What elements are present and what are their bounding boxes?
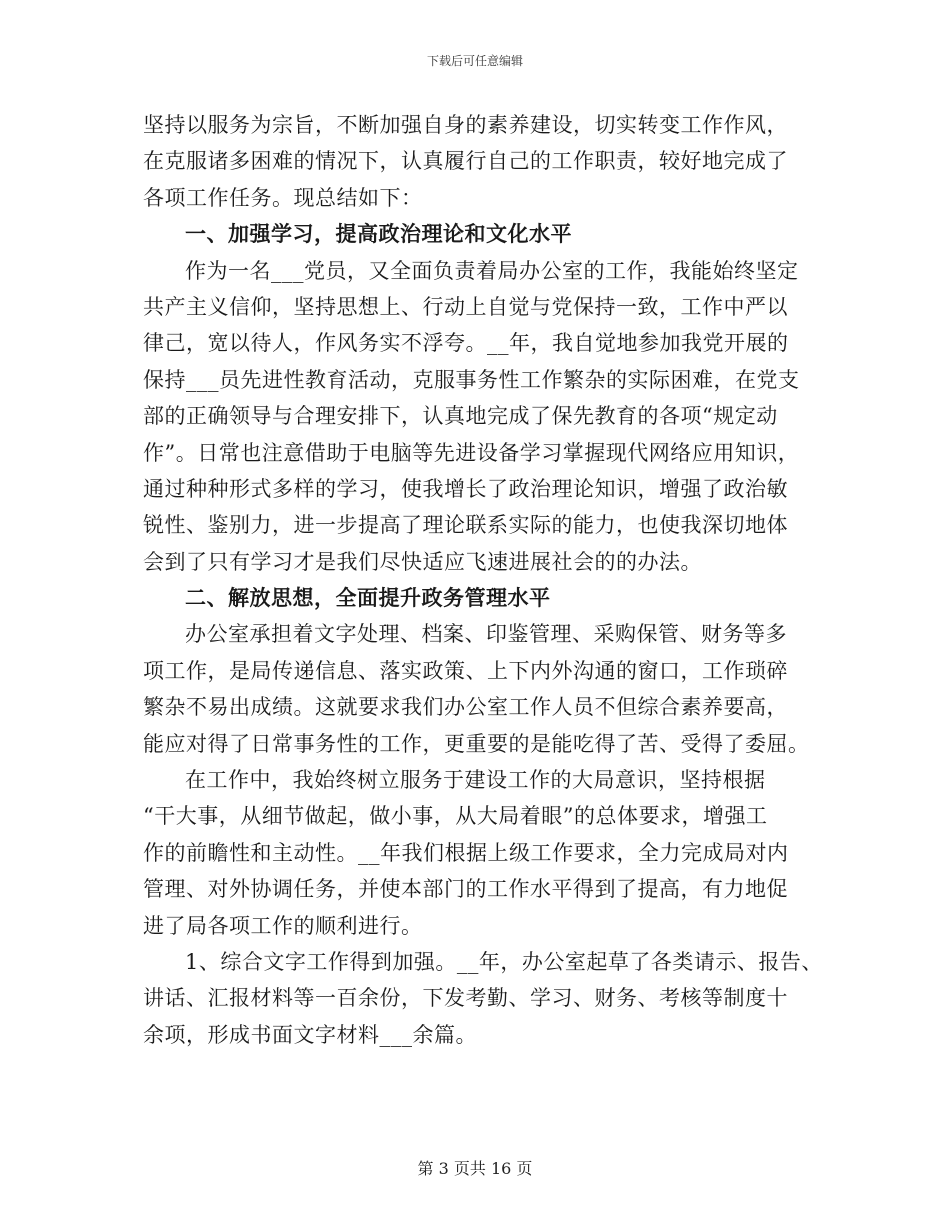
body-line: 保持___员先进性教育活动，克服事务性工作繁杂的实际困难，在党支: [143, 367, 800, 392]
body-line: “干大事，从细节做起，做小事，从大局着眼”的总体要求，增强工: [143, 804, 768, 829]
body-line: 办公室承担着文字处理、档案、印鉴管理、采购保管、财务等多: [185, 622, 787, 647]
body-line: 进了局各项工作的顺利进行。: [143, 913, 423, 938]
body-line: 各项工作任务。现总结如下：: [143, 185, 423, 210]
body-line: 部的正确领导与合理安排下，认真地完成了保先教育的各项“规定动: [143, 404, 778, 429]
document-body: [143, 107, 833, 1053]
body-line: 余项，形成书面文字材料___余篇。: [143, 1022, 477, 1047]
body-line: 律己，宽以待人，作风务实不浮夸。__年，我自觉地参加我党开展的: [143, 331, 789, 356]
body-line: 讲话、汇报材料等一百余份，下发考勤、学习、财务、考核等制度十: [143, 986, 788, 1011]
body-line: 1、综合文字工作得到加强。__年，办公室起草了各类请示、报告、: [185, 949, 823, 974]
body-line: 作为一名___党员，又全面负责着局办公室的工作，我能始终坚定: [185, 258, 799, 283]
body-line: 共产主义信仰，坚持思想上、行动上自觉与党保持一致，工作中严以: [143, 294, 788, 319]
body-line: 繁杂不易出成绩。这就要求我们办公室工作人员不但综合素养要高，: [143, 695, 788, 720]
body-line: 通过种种形式多样的学习，使我增长了政治理论知识，增强了政治敏: [143, 476, 788, 501]
body-line: 能应对得了日常事务性的工作，更重要的是能吃得了苦、受得了委屈。: [143, 731, 810, 756]
section-heading-1: 一、加强学习，提高政治理论和文化水平: [185, 221, 572, 247]
page-header: 下载后可任意编辑: [426, 54, 523, 68]
body-line: 在工作中，我始终树立服务于建设工作的大局意识，坚持根据: [185, 768, 766, 793]
page-footer: 第 3 页共 16 页: [417, 1159, 533, 1178]
body-line: 坚持以服务为宗旨，不断加强自身的素养建设，切实转变工作作风，: [143, 113, 788, 137]
body-line: 管理、对外协调任务，并使本部门的工作水平得到了提高，有力地促: [143, 877, 788, 902]
body-line: 在克服诸多困难的情况下，认真履行自己的工作职责，较好地完成了: [143, 149, 788, 174]
body-line: 作的前瞻性和主动性。__年我们根据上级工作要求，全力完成局对内: [143, 840, 789, 865]
body-line: 锐性、鉴别力，进一步提高了理论联系实际的能力，也使我深切地体: [143, 513, 788, 538]
section-heading-2: 二、解放思想，全面提升政务管理水平: [185, 585, 551, 611]
body-line: 作”。日常也注意借助于电脑等先进设备学习掌握现代网络应用知识，: [143, 440, 800, 465]
body-line: 项工作，是局传递信息、落实政策、上下内外沟通的窗口，工作琐碎: [143, 658, 788, 683]
body-line: 会到了只有学习才是我们尽快适应飞速进展社会的的办法。: [143, 549, 702, 574]
